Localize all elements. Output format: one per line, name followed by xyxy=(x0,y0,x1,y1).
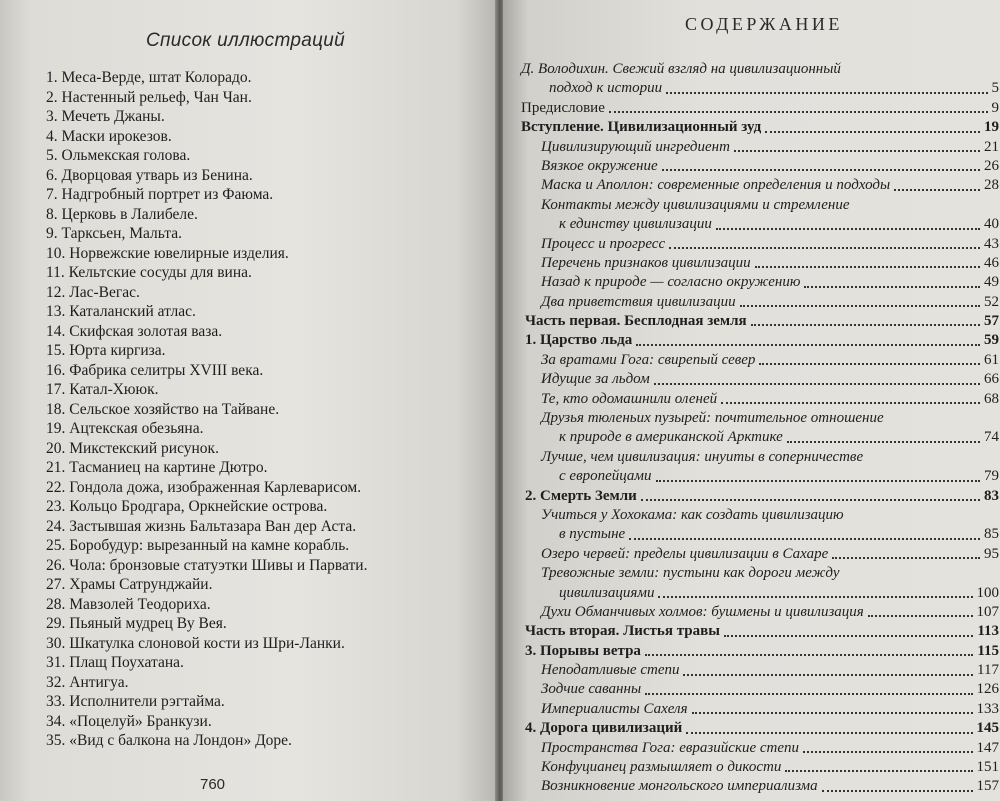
illustration-item: 25. Боробудур: вырезанный на камне корабль. xyxy=(46,537,350,554)
toc-entry-title-line: с европейцами xyxy=(559,468,652,485)
toc-entry-title-line: Часть вторая. Листья травы xyxy=(525,623,720,640)
toc-entry-title-line: Озеро червей: пределы цивилизации в Сахаре xyxy=(541,545,829,562)
toc-page-number: 95 xyxy=(984,545,999,562)
toc-entry-title-line: Вступление. Цивилизационный зуд xyxy=(521,119,762,136)
illustration-item: 13. Каталанский атлас. xyxy=(46,303,196,320)
toc-entry-title-line: 4. Дорога цивилизаций xyxy=(525,720,683,737)
toc-page-number: 28 xyxy=(984,177,999,194)
illustration-item: 17. Катал-Хююк. xyxy=(46,381,159,398)
toc-entry xyxy=(521,758,999,777)
illustration-item: 28. Мавзолей Теодориха. xyxy=(46,595,211,613)
toc-entry xyxy=(521,370,999,389)
dot-leader xyxy=(656,480,981,482)
toc-page-number: 85 xyxy=(984,526,999,543)
toc-page-number: 83 xyxy=(984,487,999,504)
toc-entry-title-line: Учиться у Хохокама: как создать цивилизацию xyxy=(541,506,844,523)
toc-page-number: 74 xyxy=(984,429,999,446)
toc-page-number: 68 xyxy=(984,390,999,407)
illustration-item: 32. Антигуа. xyxy=(46,673,129,691)
table-of-contents xyxy=(521,60,999,797)
illustration-item: 6. Дворцовая утварь из Бенина. xyxy=(46,166,253,184)
toc-page-number: 49 xyxy=(984,274,999,291)
toc-page-number: 133 xyxy=(976,700,999,717)
toc-page-number: 147 xyxy=(976,739,999,756)
toc-entry-title-line: Те, кто одомашнили оленей xyxy=(541,390,718,407)
illustrations-list xyxy=(46,68,466,751)
illustration-item: 2. Настенный рельеф, Чан Чан. xyxy=(46,88,252,106)
illustration-item: 12. Лас-Вегас. xyxy=(46,283,140,301)
toc-entry xyxy=(521,719,999,738)
toc-entry-title-line: Вязкое окружение xyxy=(541,157,658,174)
illustration-item: 10. Норвежские ювелирные изделия. xyxy=(46,244,289,262)
dot-leader xyxy=(636,344,980,346)
toc-entry xyxy=(521,448,999,487)
toc-page-number: 145 xyxy=(976,720,999,737)
toc-entry xyxy=(521,700,999,719)
toc-entry-title-line: Неподатливые степи xyxy=(541,662,680,679)
toc-entry xyxy=(521,390,999,409)
dot-leader xyxy=(822,790,973,792)
toc-entry xyxy=(521,157,999,176)
dot-leader xyxy=(683,674,973,676)
page-number: 760 xyxy=(200,776,226,793)
toc-entry xyxy=(521,681,999,700)
illustration-item: 5. Ольмекская голова. xyxy=(46,147,191,164)
toc-page-number: 115 xyxy=(977,642,999,659)
dot-leader xyxy=(645,654,973,656)
dot-leader xyxy=(765,131,980,133)
illustration-item: 16. Фабрика селитры XVIII века. xyxy=(46,361,264,379)
dot-leader xyxy=(654,383,980,385)
toc-entry xyxy=(521,235,999,254)
toc-entry-title-line: Процесс и прогресс xyxy=(541,235,666,252)
toc-entry-title-line: Возникновение монгольского империализма xyxy=(541,778,818,795)
dot-leader xyxy=(658,596,972,598)
toc-entry xyxy=(521,739,999,758)
toc-page-number: 46 xyxy=(984,254,999,271)
dot-leader xyxy=(645,693,972,695)
toc-page-number: 157 xyxy=(976,778,999,795)
illustration-item: 9. Тарксьен, Мальта. xyxy=(46,225,182,242)
toc-entry-title-line: 1. Царство льда xyxy=(525,332,633,349)
toc-page-number: 52 xyxy=(984,293,999,310)
toc-entry-title-line: Конфуцианец размышляет о дикости xyxy=(541,759,782,776)
illustration-item: 19. Ацтекская обезьяна. xyxy=(46,420,204,437)
illustration-item: 20. Микстекский рисунок. xyxy=(46,439,219,457)
illustration-item: 1. Меса-Верде, штат Колорадо. xyxy=(46,69,252,86)
dot-leader xyxy=(803,751,972,753)
toc-entry-title-line: Назад к природе — согласно окружению xyxy=(541,274,801,291)
dot-leader xyxy=(716,228,980,230)
toc-page-number: 59 xyxy=(984,332,999,349)
toc-entry-title-line: в пустыне xyxy=(559,526,626,543)
dot-leader xyxy=(868,615,973,617)
illustration-item: 23. Кольцо Бродгара, Оркнейские острова. xyxy=(46,498,328,515)
illustration-item: 35. «Вид с балкона на Лондон» Доре. xyxy=(46,732,292,749)
toc-entry xyxy=(521,196,999,235)
toc-page-number: 100 xyxy=(976,584,999,601)
toc-page-number: 9 xyxy=(991,99,999,116)
dot-leader xyxy=(724,635,973,637)
toc-entry-title-line: Часть первая. Бесплодная земля xyxy=(525,313,747,330)
illustration-item: 7. Надгробный портрет из Фаюма. xyxy=(46,186,274,203)
illustrations-title: Список иллюстраций xyxy=(146,30,345,51)
toc-entry-title-line: Два приветствия цивилизации xyxy=(541,293,736,310)
illustration-item: 34. «Поцелуй» Бранкузи. xyxy=(46,712,212,730)
toc-page-number: 40 xyxy=(984,216,999,233)
toc-entry xyxy=(521,176,999,195)
illustration-item: 29. Пьяный мудрец Ву Вея. xyxy=(46,615,227,632)
toc-entry-title-line: 2. Смерть Земли xyxy=(525,487,637,504)
dot-leader xyxy=(692,712,973,714)
dot-leader xyxy=(629,538,980,540)
illustration-item: 31. Плащ Поухатана. xyxy=(46,654,184,671)
toc-entry xyxy=(521,138,999,157)
left-page xyxy=(0,0,497,801)
dot-leader xyxy=(686,732,972,734)
toc-entry-title-line: Цивилизирующий ингредиент xyxy=(541,138,730,155)
toc-entry xyxy=(521,564,999,603)
toc-entry xyxy=(521,293,999,312)
toc-page-number: 126 xyxy=(976,681,999,698)
toc-entry xyxy=(521,254,999,273)
illustration-item: 18. Сельское хозяйство на Тайване. xyxy=(46,400,280,418)
dot-leader xyxy=(609,111,988,113)
toc-entry-title-line: цивилизациями xyxy=(559,584,655,601)
illustration-item: 21. Тасманиец на картине Дютро. xyxy=(46,459,268,476)
toc-entry-title-line: Лучше, чем цивилизация: инуиты в соперничестве xyxy=(541,448,864,465)
toc-entry xyxy=(521,273,999,292)
dot-leader xyxy=(804,286,980,288)
toc-page-number: 5 xyxy=(991,80,999,97)
dot-leader xyxy=(662,169,980,171)
toc-page-number: 66 xyxy=(984,371,999,388)
toc-entry xyxy=(521,545,999,564)
toc-entry xyxy=(521,60,999,99)
illustration-item: 26. Чола: бронзовые статуэтки Шивы и Парвати. xyxy=(46,556,368,574)
toc-entry xyxy=(521,312,999,331)
toc-entry-title-line: Маска и Аполлон: современные определения и подходы xyxy=(541,177,891,194)
illustration-item: 27. Храмы Сатрунджайи. xyxy=(46,576,213,593)
dot-leader xyxy=(894,189,980,191)
toc-page-number: 79 xyxy=(984,468,999,485)
toc-entry xyxy=(521,409,999,448)
illustration-item: 14. Скифская золотая ваза. xyxy=(46,322,223,340)
dot-leader xyxy=(785,770,972,772)
toc-entry xyxy=(521,777,999,796)
dot-leader xyxy=(669,247,980,249)
toc-page-number: 117 xyxy=(977,662,999,679)
dot-leader xyxy=(641,499,980,501)
toc-entry-title-line: За вратами Гога: свирепый север xyxy=(541,351,756,368)
dot-leader xyxy=(759,363,980,365)
toc-entry xyxy=(521,99,999,118)
toc-page-number: 19 xyxy=(984,119,999,136)
illustration-item: 30. Шкатулка слоновой кости из Шри-Ланки. xyxy=(46,634,345,652)
toc-entry xyxy=(521,622,999,641)
toc-entry xyxy=(521,118,999,137)
illustration-item: 22. Гондола дожа, изображенная Карлеварисом. xyxy=(46,478,362,496)
toc-entry-title-line: к природе в американской Арктике xyxy=(559,429,783,446)
toc-entry-title-line: Духи Обманчивых холмов: бушмены и цивилизация xyxy=(541,603,864,620)
toc-entry-title-line: Предисловие xyxy=(521,99,605,116)
dot-leader xyxy=(666,92,987,94)
toc-entry xyxy=(521,506,999,545)
toc-page-number: 151 xyxy=(976,759,999,776)
illustration-item: 11. Кельтские сосуды для вина. xyxy=(46,264,252,281)
illustration-item: 24. Застывшая жизнь Бальтазара Ван дер Аста. xyxy=(46,517,357,535)
dot-leader xyxy=(832,557,980,559)
toc-entry xyxy=(521,642,999,661)
dot-leader xyxy=(740,305,980,307)
toc-page-number: 107 xyxy=(976,603,999,620)
right-page xyxy=(503,0,1000,801)
toc-entry-title-line: Тревожные земли: пустыни как дороги между xyxy=(541,565,840,582)
dot-leader xyxy=(721,402,980,404)
toc-entry xyxy=(521,331,999,350)
toc-entry xyxy=(521,603,999,622)
dot-leader xyxy=(734,150,980,152)
toc-entry-title-line: Контакты между цивилизациями и стремление xyxy=(541,196,850,213)
dot-leader xyxy=(755,266,980,268)
toc-page-number: 61 xyxy=(984,351,999,368)
toc-page-number: 113 xyxy=(977,623,999,640)
toc-entry xyxy=(521,661,999,680)
contents-title: СОДЕРЖАНИЕ xyxy=(685,14,843,34)
toc-entry-title-line: 3. Порывы ветра xyxy=(525,642,641,659)
toc-entry-title-line: к единству цивилизации xyxy=(559,216,712,233)
toc-page-number: 43 xyxy=(984,235,999,252)
toc-entry-title-line: Перечень признаков цивилизации xyxy=(541,254,751,271)
illustration-item: 15. Юрта киргиза. xyxy=(46,342,166,359)
toc-entry-title-line: Друзья тюленьих пузырей: почтительное отношение xyxy=(541,410,884,427)
dot-leader xyxy=(787,441,980,443)
toc-entry-title-line: Идущие за льдом xyxy=(541,371,650,388)
toc-page-number: 57 xyxy=(984,313,999,330)
toc-page-number: 26 xyxy=(984,157,999,174)
illustration-item: 3. Мечеть Джаны. xyxy=(46,108,165,125)
toc-entry xyxy=(521,351,999,370)
toc-entry xyxy=(521,487,999,506)
toc-page-number: 21 xyxy=(984,138,999,155)
toc-entry-title-line: Д. Володихин. Свежий взгляд на цивилизационный xyxy=(521,61,841,77)
illustration-item: 8. Церковь в Лалибеле. xyxy=(46,205,198,223)
toc-entry-title-line: Пространства Гога: евразийские степи xyxy=(541,739,800,756)
toc-entry-title-line: подход к истории xyxy=(549,80,663,97)
illustration-item: 33. Исполнители рэгтайма. xyxy=(46,693,225,710)
toc-entry-title-line: Империалисты Сахеля xyxy=(541,700,688,717)
dot-leader xyxy=(751,324,980,326)
illustration-item: 4. Маски ирокезов. xyxy=(46,127,172,145)
toc-entry-title-line: Зодчие саванны xyxy=(541,681,642,698)
